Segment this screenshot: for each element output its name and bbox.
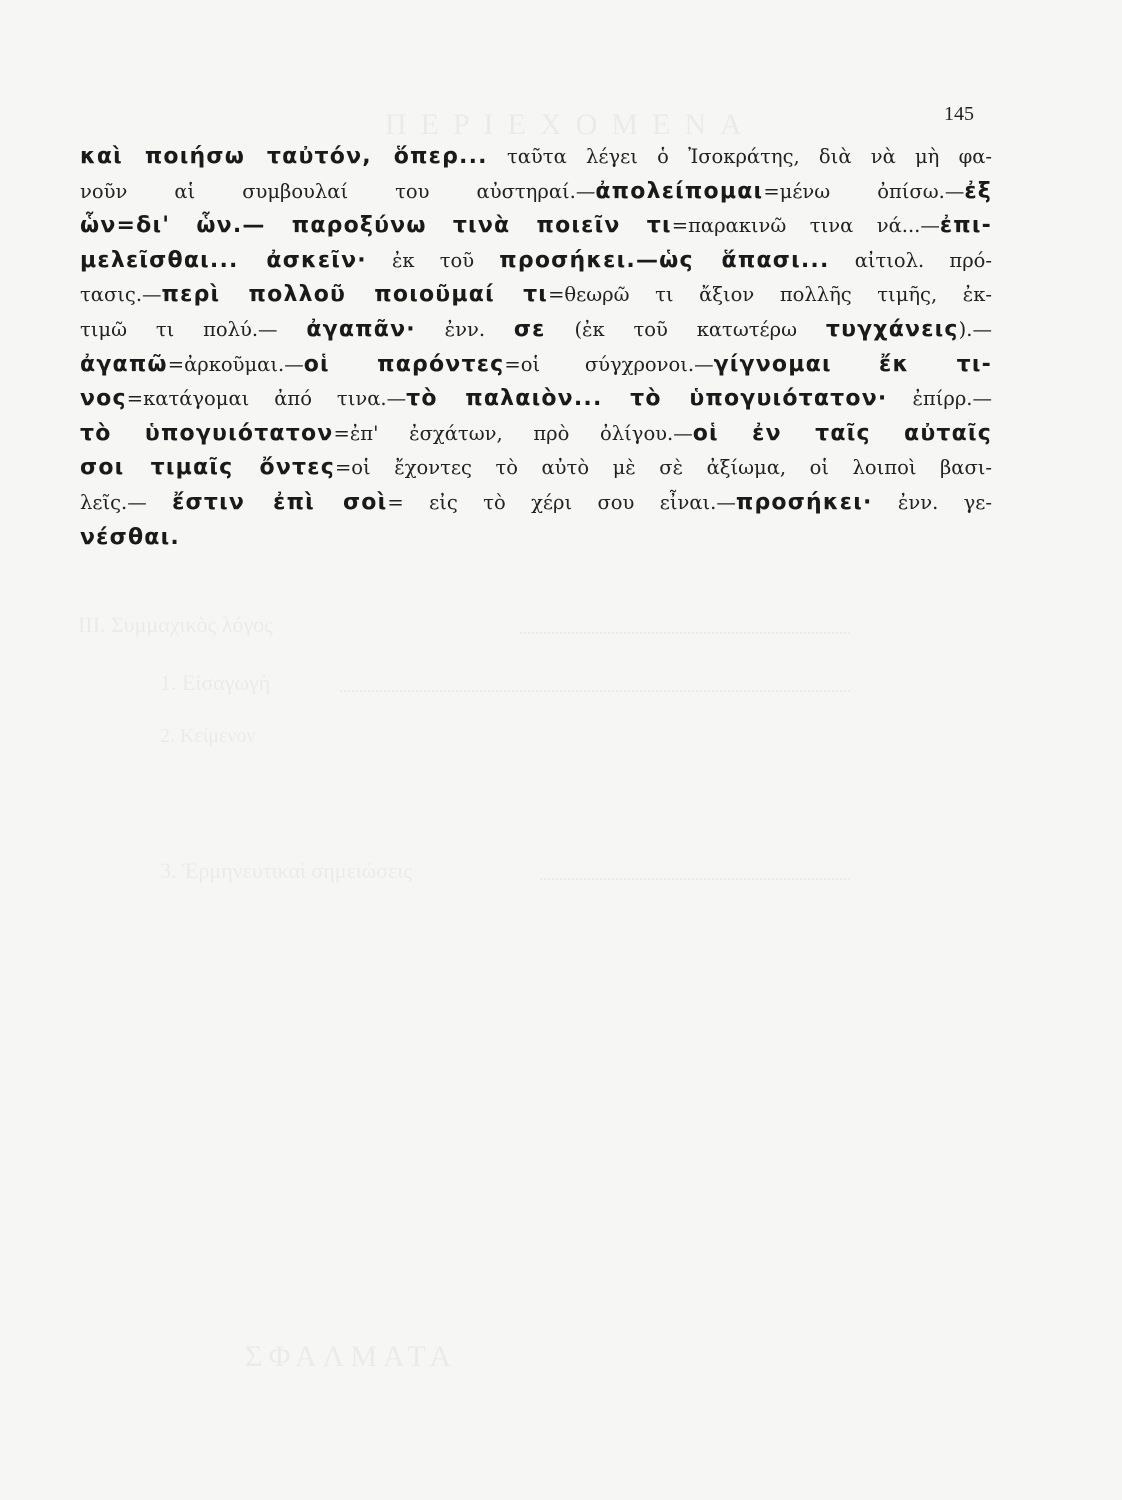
text-line (80, 209, 992, 244)
text-line (80, 140, 992, 175)
lemma-bold: τυγχάνεις (825, 316, 959, 342)
lemma-bold: προσήκει· (735, 489, 873, 515)
bleed-through-leader (520, 632, 850, 634)
bleed-through-footer (245, 1340, 457, 1374)
text-line (80, 244, 992, 279)
gloss-text: =ἀρκοῦμαι.— (167, 352, 304, 376)
lemma-bold: ἐπι- (939, 213, 993, 239)
text-line (80, 417, 992, 452)
gloss-text: =οἱ ἔχοντες τὸ αὐτὸ μὲ σὲ ἀξίωμα, οἱ λοιποὶ βασι- (334, 456, 992, 480)
lemma-bold: οἱ ἐν ταῖς αὐταῖς (692, 420, 992, 446)
lemma-bold: μελεῖσθαι... ἀσκεῖν· (80, 247, 367, 273)
gloss-text: λεῖς.— (80, 490, 173, 514)
gloss-text: ἐκ τοῦ (366, 248, 500, 272)
lemma-bold: νέσθαι. (80, 524, 180, 550)
gloss-text: =μένω ὀπίσω.— (763, 179, 965, 203)
page-number: 145 (944, 103, 974, 125)
gloss-text: =παρακινῶ τινα νά...— (671, 214, 940, 238)
text-line (80, 278, 992, 313)
lemma-bold: τὸ ὑπογυιότατον (80, 420, 334, 446)
lemma-bold: ἐξ (964, 178, 992, 204)
commentary-text (80, 140, 992, 555)
lemma-bold: καὶ ποιήσω ταὐτόν, ὅπερ... (80, 144, 488, 169)
gloss-text: (ἐκ τοῦ κατωτέρω (545, 317, 826, 341)
lemma-bold: προσήκει.—ὡς ἅπασι... (499, 247, 830, 273)
gloss-text: ).— (958, 317, 992, 341)
lemma-bold: ἔστιν ἐπὶ σοὶ (172, 489, 388, 515)
lemma-bold: γίγνομαι ἔκ τι- (713, 351, 992, 377)
lemma-bold: σοι τιμαῖς ὄντες (80, 455, 335, 481)
gloss-text: =θεωρῶ τι ἄξιον πολλῆς τιμῆς, ἐκ- (548, 283, 992, 307)
lemma-bold: σε (513, 316, 546, 342)
gloss-text: ταῦτα λέγει ὁ Ἰσοκράτης, διὰ νὰ μὴ φα- (487, 145, 993, 168)
bleed-through-leader (340, 690, 850, 692)
text-line (80, 486, 992, 521)
bleed-through-leader (540, 878, 850, 880)
bleed-through-heading (385, 108, 756, 142)
lemma-bold: νος (80, 386, 127, 412)
lemma-bold: ἀγαπᾶν· (306, 316, 416, 342)
gloss-text: τιμῶ τι πολύ.— (80, 317, 307, 341)
gloss-text: =κατάγομαι ἀπό τινα.— (126, 387, 407, 411)
text-line (80, 175, 992, 210)
gloss-text: =οἱ σύγχρονοι.— (504, 352, 714, 376)
lemma-bold: ὧν=δι' ὧν.— παροξύνω τινὰ ποιεῖν τι (80, 213, 672, 239)
lemma-bold: τὸ παλαιὸν... τὸ ὑπογυιότατον· (406, 386, 888, 412)
text-line (80, 313, 992, 348)
lemma-bold: περὶ πολλοῦ ποιοῦμαί τι (161, 282, 549, 308)
gloss-text: =ἐπ' ἐσχάτων, πρὸ ὀλίγου.— (333, 421, 693, 445)
gloss-text: ἐπίρρ.— (887, 387, 992, 411)
lemma-bold: ἀγαπῶ (80, 351, 168, 377)
text-line (80, 451, 992, 486)
bleed-through-row (78, 612, 273, 638)
gloss-text: αἰτιολ. πρό- (829, 248, 992, 272)
text-line (80, 382, 992, 417)
gloss-text: τασις.— (80, 283, 162, 307)
gloss-text: νοῦν αἱ συμβουλαί του αὐστηραί.— (80, 179, 596, 203)
text-line (80, 521, 992, 556)
bleed-through-row (160, 858, 412, 884)
gloss-text: ἐνν. γε- (872, 490, 992, 514)
lemma-bold: ἀπολείπομαι (595, 178, 764, 204)
gloss-text: ἐνν. (415, 317, 514, 341)
text-line (80, 348, 992, 383)
gloss-text: = εἰς τὸ χέρι σου εἶναι.— (387, 490, 736, 514)
bleed-through-row (160, 670, 270, 696)
lemma-bold: οἱ παρόντες (303, 351, 505, 377)
bleed-through-row (160, 725, 255, 748)
